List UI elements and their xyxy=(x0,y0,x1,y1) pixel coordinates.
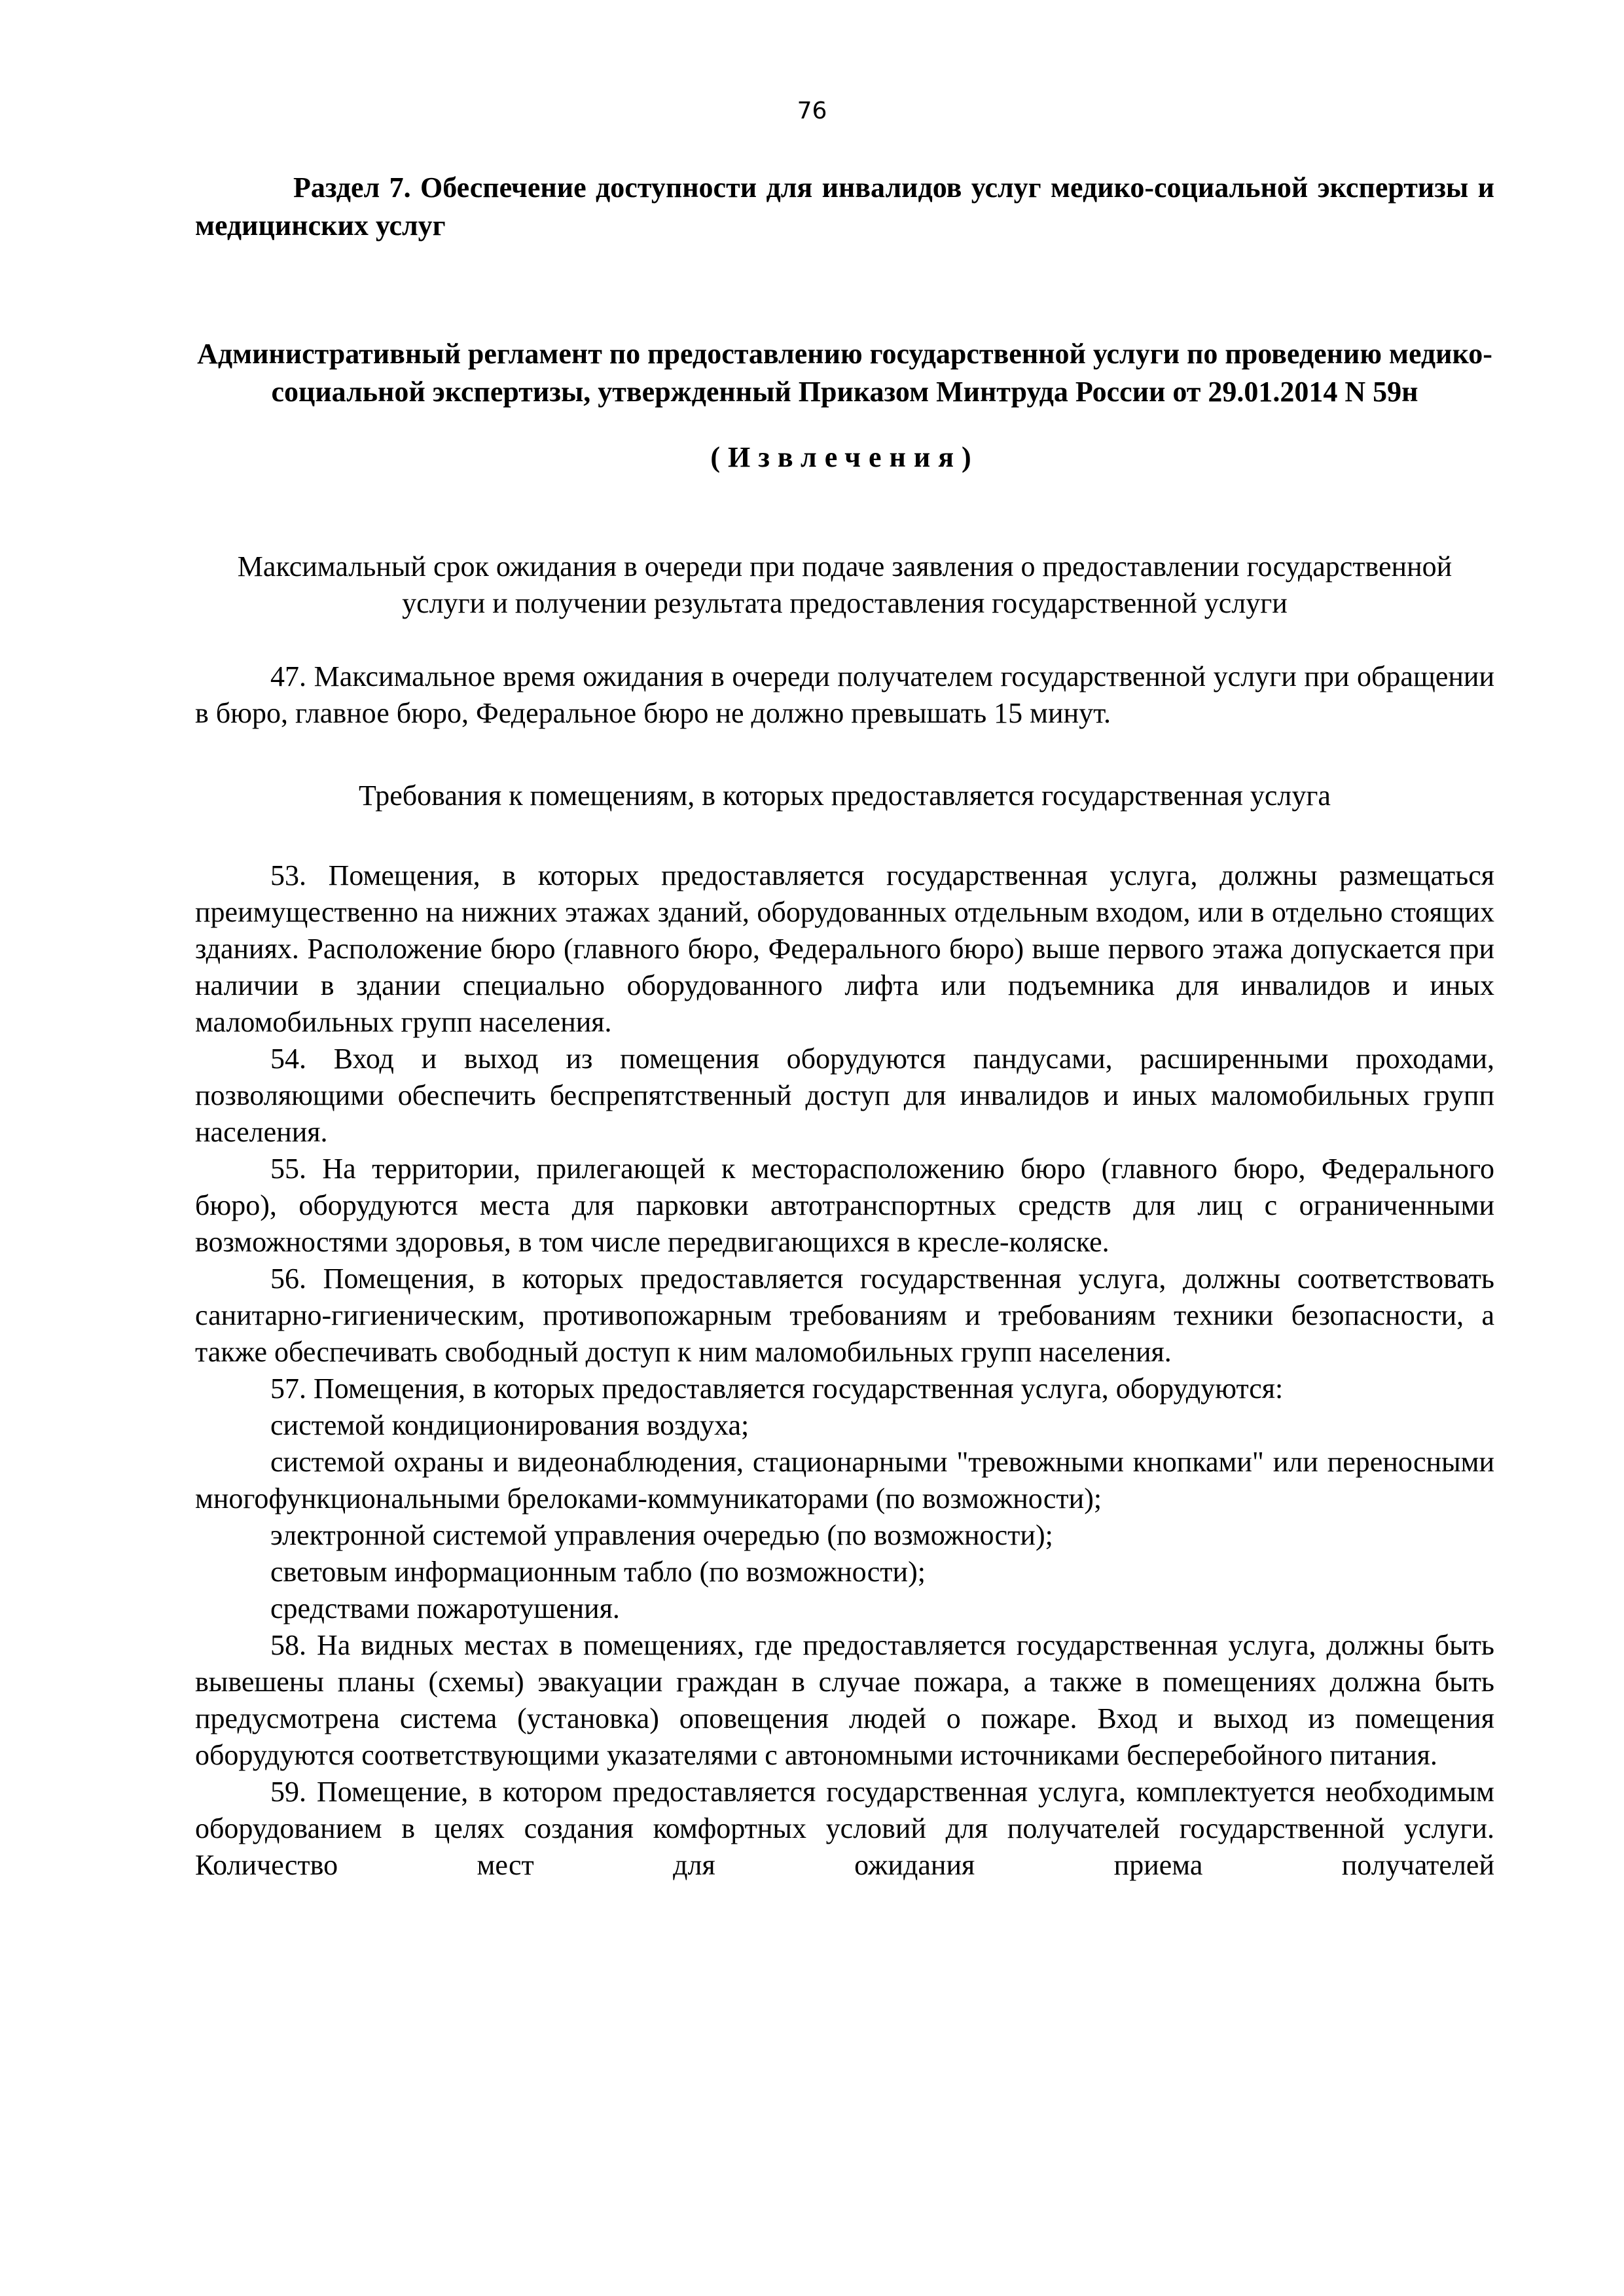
paragraph-56: 56. Помещения, в которых предоставляется государственная услуга, должны соответствовать санитарно-гигиеническим, противопожарным требованиям и требованиям техники безопасности, а также обеспечивать свободный доступ к ним маломобильных групп населения. xyxy=(195,1263,1494,1368)
paragraph-47: 47. Максимальное время ожидания в очереди получателем государственной услуги при обращении в бюро, главное бюро, Федеральное бюро не должно превышать 15 минут. xyxy=(195,660,1494,729)
paragraph-58: 58. На видных местах в помещениях, где предоставляется государственная услуга, должны быть вывешены планы (схемы) эвакуации граждан в случае пожара, а также в помещениях должна быть предусмотрена система (установка) оповещения людей о пожаре. Вход и выход из помещения оборудуются соответствующими указателями с автономными источниками бесперебойного питания. xyxy=(195,1629,1494,1771)
page-number: 76 xyxy=(797,98,827,124)
paragraph-57-intro: 57. Помещения, в которых предоставляется государственная услуга, оборудуются: xyxy=(270,1372,1284,1405)
regulation-title: Административный регламент по предоставлению государственной услуги по проведению медико-социальной экспертизы, утвержденный Приказом Минтруда России от 29.01.2014 N 59н xyxy=(197,338,1492,408)
subheading-premises-requirements: Требования к помещениям, в которых предоставляется государственная услуга xyxy=(359,780,1331,812)
list-item: системой охраны и видеонаблюдения, стационарными "тревожными кнопками" или переносными многофункциональными брелоками-коммуникаторами (по возможности); xyxy=(195,1446,1494,1515)
list-item: световым информационным табло (по возможности); xyxy=(270,1556,926,1588)
list-item: средствами пожаротушения. xyxy=(270,1592,620,1624)
extract-label: (Извлечения) xyxy=(710,441,979,473)
paragraph-59: 59. Помещение, в котором предоставляется государственная услуга, комплектуется необходимым оборудованием в целях создания комфортных условий для получателей государственной услуги. Количество мест для ожидания приема получателей xyxy=(195,1776,1494,1881)
list-item: электронной системой управления очередью (по возможности); xyxy=(270,1519,1053,1551)
subheading-waiting-time: Максимальный срок ожидания в очереди при подаче заявления о предоставлении государственной услуги и получении результата предоставления государственной услуги xyxy=(237,550,1453,619)
document-body xyxy=(195,169,1494,1884)
list-item: системой кондиционирования воздуха; xyxy=(270,1409,749,1441)
paragraph-53: 53. Помещения, в которых предоставляется государственная услуга, должны размещаться преимущественно на нижних этажах зданий, оборудованных отдельным входом, или в отдельно стоящих зданиях. Расположение бюро (главного бюро, Федерального бюро) выше первого этажа допускается при наличии в здании специально оборудованного лифта или подъемника для инвалидов и иных маломобильных групп населения. xyxy=(195,859,1494,1038)
paragraph-55: 55. На территории, прилегающей к месторасположению бюро (главного бюро, Федерального бюро), оборудуются места для парковки автотранспортных средств для лиц с ограниченными возможностями здоровья, в том числе передвигающихся в кресле-коляске. xyxy=(195,1153,1494,1258)
paragraph-54: 54. Вход и выход из помещения оборудуются пандусами, расширенными проходами, позволяющими обеспечить беспрепятственный доступ для инвалидов и иных маломобильных групп населения. xyxy=(195,1043,1494,1148)
section-title: Раздел 7. Обеспечение доступности для инвалидов услуг медико-социальной экспертизы и медицинских услуг xyxy=(195,171,1494,242)
